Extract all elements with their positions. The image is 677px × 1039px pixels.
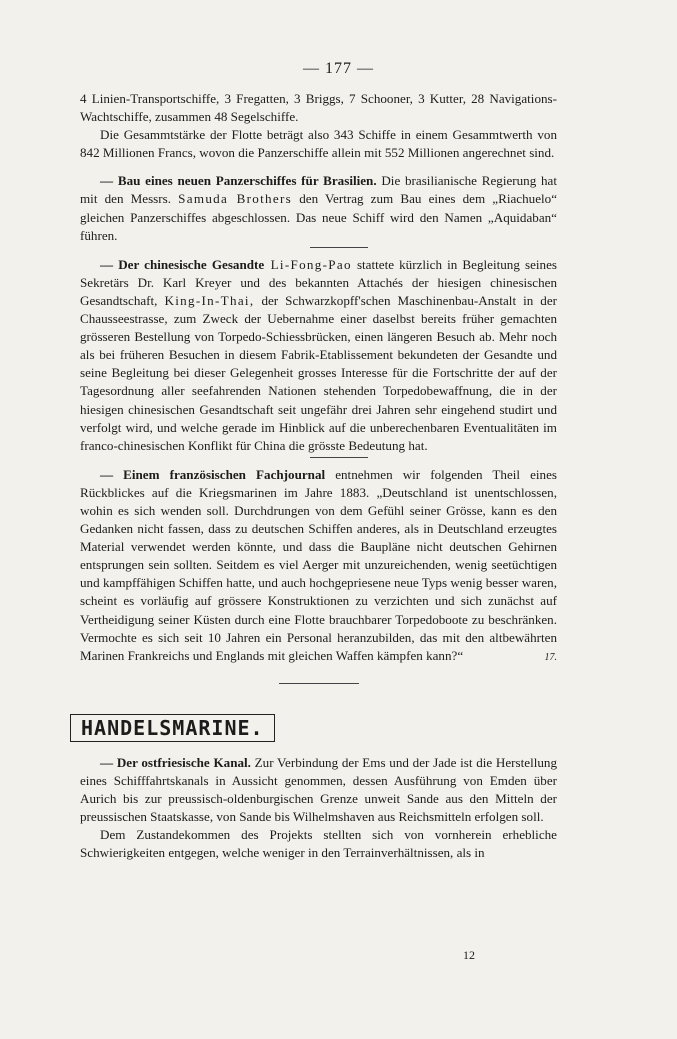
- footer-signature: 12: [463, 948, 475, 962]
- article-heading: — Einem französischen Fachjournal: [100, 466, 326, 482]
- section-divider: [279, 683, 359, 684]
- paragraph-fleet-total: Die Gesammtstärke der Flotte beträgt also 343 Schiffe in einem Gesammtwerth von 842 Millionen Francs, wovon die Panzerschiffe allein mit 552 Millionen angerechnet sind.: [80, 127, 557, 161]
- article-east-frisian-canal: — Der ostfriesische Kanal. Zur Verbindung der Ems und der Jade ist die Herstellung eines Schifffahrtskanals in Aussicht genommen, dessen Ausführung von Emden über Aurich bis zur preussisch-oldenburgischen Grenze unweit Sande aus den Mitteln der preussischen Staatskasse, von Sande bis Wilhelmshaven aus Reichsmitteln erfolgen soll.: [80, 754, 557, 825]
- article-heading: — Bau eines neuen Panzerschiffes für Brasilien.: [100, 173, 377, 189]
- page-content: [80, 90, 557, 862]
- divider: [310, 457, 368, 458]
- section-title: HANDELSMARINE.: [70, 714, 275, 742]
- article-brazil-ironclad: — Bau eines neuen Panzerschiffes für Brasilien. Die brasilianische Regierung hat mit den Messrs. Samuda Brothers den Vertrag zum Bau eines dem „Riachuelo“ gleichen Panzerschiffes abgeschlossen. Das neue Schiff wird den Namen „Aquidaban“ führen.: [80, 173, 558, 243]
- paragraph-fleet-list: 4 Linien-Transportschiffe, 3 Fregatten, 3 Briggs, 7 Schooner, 3 Kutter, 28 Navigations-Wachtschiffe, zusammen 48 Segelschiffe.: [80, 91, 557, 125]
- paragraph-continuation: Dem Zustandekommen des Projekts stellten sich von vornherein erhebliche Schwierigkeiten entgegen, welche weniger in den Terrainverhältnissen, als in: [80, 827, 557, 861]
- article-chinese-envoy: — Der chinesische Gesandte Li-Fong-Pao stattete kürzlich in Begleitung seines Sekretärs Dr. Karl Kreyer und des bekannten Attachés der hiesigen chinesischen Gesandtschaft, King-In-Thai, der Schwarzkopff'schen Maschinenbau-Anstalt in der Chausseestrasse, zum Zweck der Uebernahme einer daselbst bereits früher gemachten grösseren Bestellung von Torpedo-Schiessbrücken, einen längeren Besuch ab. Mehr noch als bei früheren Besuchen in diesem Fabrik-Etablissement bekundeten der Gesandte und seine Begleitung bei dieser Gelegenheit grosses Interesse für die Fortschritte der auf der Tagesordnung aller seefahrenden Nationen stehenden Torpedobewaffnung, die in der hiesigen chinesischen Gesandtschaft seit ungefähr drei Jahren sehr eingehend studirt und verfolgt wird, und welche gerade im Hinblick auf die unberechenbaren Eventualitäten im franco-chinesischen Konflikt für China die grösste Bedeutung hat.: [80, 256, 558, 453]
- article-heading: — Der ostfriesische Kanal.: [100, 754, 251, 770]
- page-number: — 177 —: [303, 60, 374, 77]
- article-french-journal: — Einem französischen Fachjournal entnehmen wir folgenden Theil eines Rückblickes auf die Kriegsmarinen im Jahre 1883. „Deutschland ist unentschlossen, wohin es sich wenden soll. Durchdrungen von dem Gefühl seiner Grösse, kann es den Gedanken nicht fassen, dass zu deutschen Schiffen anderes, als in Deutschland erzeugtes Material verwendet werden könnte, und dass die Baupläne nicht deutschen Gehirnen entsprungen sein sollten. Seitdem es viel Aerger mit unzureichenden, wenig seetüchtigen und kampffähigen Schiffen hatte, und auch hochgepriesene neue Typs wenig besser waren, scheint es vorläufig auf grössere Konstruktionen zu verzichten und sich zunächst auf Vertheidigung seiner Küsten durch eine Flotte brauchbarer Torpedoboote zu beschränken. Vermochte es sich seit 10 Jahren ein Personal heranzubilden, das mit den altbewährten Marinen Frankreichs und Englands mit gleichen Waffen kämpfen kann?“ 17.: [80, 466, 557, 665]
- divider: [310, 247, 368, 248]
- article-heading: — Der chinesische Gesandte: [100, 256, 265, 272]
- article-signature: 17.: [544, 651, 557, 663]
